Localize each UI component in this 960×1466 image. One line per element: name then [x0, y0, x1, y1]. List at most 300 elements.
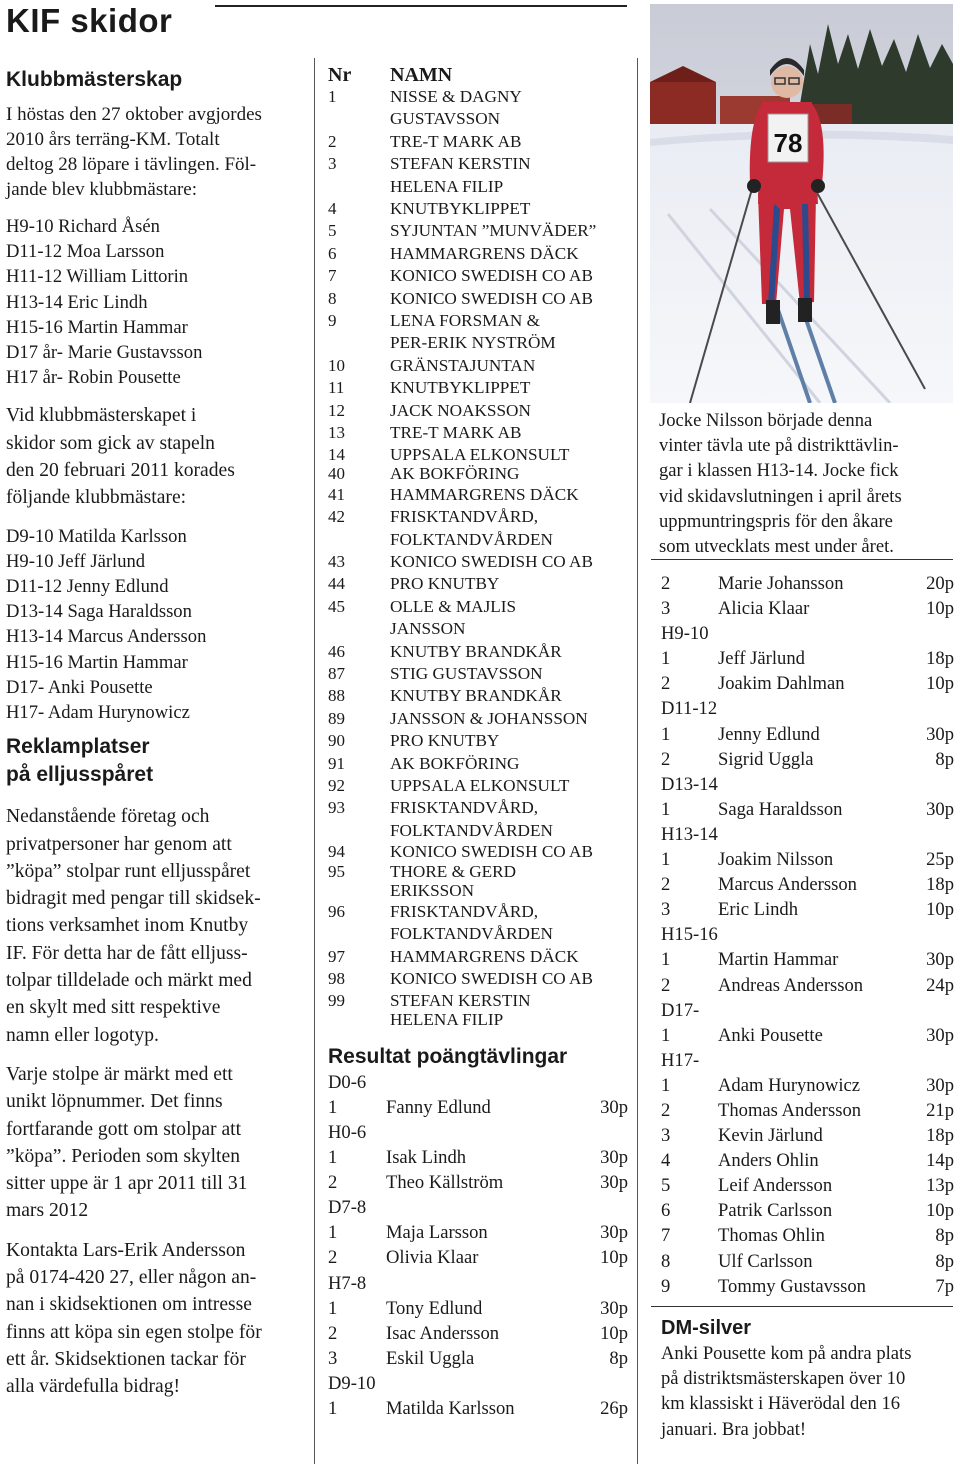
- result-name: Maja Larsson: [386, 1222, 488, 1244]
- terrang-winner-line: H13-14 Eric Lindh: [6, 291, 148, 313]
- pole-sponsor-line: GUSTAVSSON: [390, 109, 501, 129]
- pole-sponsor: [390, 862, 628, 901]
- pole-sponsor: [390, 355, 628, 377]
- pole-sponsor: [390, 198, 628, 220]
- pole-sponsor: [390, 968, 628, 990]
- pole-number: 42: [328, 507, 345, 527]
- pole-row: [328, 445, 628, 465]
- result-place: 2: [328, 1247, 338, 1269]
- result-points: 30p: [926, 723, 954, 745]
- result-place: 1: [328, 1398, 338, 1419]
- pole-row: [328, 310, 628, 355]
- result-points: 30p: [600, 1222, 628, 1244]
- pole-row: [328, 663, 628, 685]
- pole-row: [328, 573, 628, 595]
- result-row: [661, 571, 954, 596]
- result-points: 10p: [926, 1200, 954, 1222]
- result-class: H17-: [661, 1049, 700, 1071]
- terrang-winner-line: D17 år- Marie Gustavsson: [6, 342, 203, 364]
- result-place: 2: [661, 748, 671, 770]
- pole-number: 12: [328, 400, 345, 420]
- result-place: 3: [328, 1347, 338, 1369]
- caption-line: vinter tävla ute på distrikttävlin-: [659, 435, 899, 457]
- pole-number: 96: [328, 901, 345, 921]
- pole-sponsor-line: HAMMARGRENS DÄCK: [390, 484, 579, 504]
- result-place: 2: [661, 874, 671, 896]
- result-row: [661, 973, 954, 998]
- intro-line: deltog 28 löpare i tävlingen. Föl-: [6, 154, 257, 175]
- ski-winner-line: H9-10 Jeff Järlund: [6, 550, 146, 572]
- result-points: 8p: [935, 1250, 954, 1272]
- pole-sponsor-line: FOLKTANDVÅRDEN: [390, 820, 553, 840]
- terrang-winner-line: H11-12 William Littorin: [6, 266, 189, 288]
- pole-number: 2: [328, 131, 337, 151]
- result-row: [661, 797, 954, 822]
- left-column: [6, 66, 304, 1400]
- result-points: 10p: [600, 1322, 628, 1344]
- pole-row: [328, 198, 628, 220]
- ski-winner-line: D11-12 Jenny Edlund: [6, 576, 169, 598]
- result-class: D9-10: [328, 1372, 376, 1394]
- reklam-p3-line: alla värdefulla bidrag!: [6, 1376, 181, 1398]
- result-name: Isak Lindh: [386, 1147, 467, 1169]
- pole-sponsor-line: STEFAN KERSTIN: [390, 154, 531, 174]
- pole-number: 3: [328, 154, 337, 174]
- reklam-p1-line: IF. För detta har de fått elljuss-: [6, 942, 248, 964]
- result-place: 2: [661, 573, 671, 594]
- pole-row: [328, 86, 628, 131]
- reklam-p3-line: finns att köpa sin egen stolpe för: [6, 1321, 262, 1343]
- pole-row: [328, 596, 628, 641]
- reklam-p2-line: unikt löpnummer. Det finns: [6, 1091, 223, 1113]
- pole-row: [328, 131, 628, 153]
- result-class: D7-8: [328, 1197, 367, 1219]
- pole-sponsor-line: AK BOKFÖRING: [390, 753, 520, 773]
- result-class: H15-16: [661, 924, 718, 946]
- result-name: Fanny Edlund: [386, 1096, 491, 1118]
- result-class: H0-6: [328, 1121, 367, 1143]
- result-name: Saga Haraldsson: [718, 798, 843, 820]
- result-points: 18p: [926, 1125, 954, 1147]
- pole-sponsor-line: KNUTBY BRANDKÅR: [390, 641, 562, 661]
- pole-number: 94: [328, 842, 345, 862]
- result-row: [661, 1274, 954, 1299]
- pole-row: [328, 901, 628, 946]
- pole-sponsor: [390, 464, 628, 484]
- result-points: 18p: [926, 648, 954, 670]
- result-points: 26p: [600, 1398, 628, 1419]
- pole-sponsor-line: PER-ERIK NYSTRÖM: [390, 333, 556, 353]
- result-place: 3: [661, 1125, 671, 1147]
- result-row: [661, 947, 954, 972]
- pole-sponsor: [390, 663, 628, 685]
- result-points: 13p: [926, 1175, 954, 1197]
- pole-number: 87: [328, 663, 345, 683]
- result-name: Adam Hurynowicz: [718, 1074, 860, 1096]
- result-row: [661, 646, 954, 671]
- pole-sponsor-line: FRISKTANDVÅRD,: [390, 901, 539, 921]
- result-place: 1: [661, 798, 671, 820]
- column-divider-right: [637, 58, 638, 1464]
- pole-sponsor: [390, 288, 628, 310]
- pole-sponsor-line: KONICO SWEDISH CO AB: [390, 266, 593, 286]
- pole-row: [328, 730, 628, 752]
- dm-section: [661, 1302, 953, 1442]
- caption-line: Jocke Nilsson började denna: [659, 410, 873, 431]
- pole-number: 46: [328, 641, 345, 661]
- pole-sponsor-line: SYJUNTAN ”MUNVÄDER”: [390, 221, 597, 241]
- result-place: 1: [661, 949, 671, 971]
- result-place: 1: [661, 849, 671, 871]
- result-name: Joakim Dahlman: [718, 673, 845, 695]
- intro-line: jande blev klubbmästare:: [6, 179, 197, 200]
- pole-row: [328, 400, 628, 422]
- dm-line: på distriktsmästerskapen över 10: [661, 1368, 906, 1390]
- result-place: 2: [661, 673, 671, 695]
- result-place: 2: [328, 1322, 338, 1344]
- result-name: Jeff Järlund: [718, 648, 805, 670]
- reklam-p2-line: ”köpa”. Perioden som skylten: [6, 1145, 240, 1167]
- pole-row: [328, 708, 628, 730]
- result-row: [661, 671, 954, 696]
- dm-line: km klassiskt i Häverödal den 16: [661, 1393, 901, 1415]
- pole-row: [328, 797, 628, 842]
- pole-number: 4: [328, 199, 337, 219]
- reklam-p2-line: fortfarande gott om stolpar att: [6, 1118, 242, 1140]
- result-place: 2: [328, 1172, 338, 1194]
- pole-sponsor-line: HELENA FILIP: [390, 1010, 504, 1030]
- pole-sponsor-line: AK BOKFÖRING: [390, 464, 520, 484]
- pole-sponsor-line: THORE & GERD: [390, 861, 517, 881]
- result-place: 1: [661, 723, 671, 745]
- pole-sponsor-line: PRO KNUTBY: [390, 731, 500, 751]
- klubb-heading: Klubbmästerskap: [6, 68, 183, 91]
- result-name: Marie Johansson: [718, 573, 844, 594]
- result-class: H13-14: [661, 823, 718, 845]
- skier-photo-image: [650, 4, 953, 403]
- pole-sponsor-line: JANSSON & JOHANSSON: [390, 708, 588, 728]
- result-place: 9: [661, 1275, 671, 1297]
- skier-photo: [650, 4, 953, 403]
- reklam-p2-line: mars 2012: [6, 1200, 89, 1222]
- result-class: H9-10: [661, 623, 709, 645]
- result-points: 30p: [600, 1172, 628, 1194]
- pole-number: 5: [328, 221, 337, 241]
- result-points: 30p: [926, 949, 954, 971]
- pole-sponsor-line: PRO KNUTBY: [390, 574, 500, 594]
- reklam-p2-line: sitter uppe är 1 apr 2011 till 31: [6, 1173, 248, 1195]
- reklam-p1-line: ”köpa” stolpar runt elljusspåret: [6, 860, 251, 882]
- result-place: 6: [661, 1200, 671, 1222]
- middle-column: [328, 64, 628, 1421]
- ski-winner-line: H17- Adam Hurynowicz: [6, 702, 190, 724]
- pole-sponsor: [390, 400, 628, 422]
- result-points: 21p: [926, 1099, 954, 1121]
- pole-sponsor-line: JANSSON: [390, 619, 466, 639]
- pole-row: [328, 153, 628, 198]
- result-place: 1: [661, 1024, 671, 1046]
- pole-sponsor: [390, 991, 628, 1030]
- caption-line: uppmuntringspris för den åkare: [659, 510, 893, 532]
- result-place: 5: [661, 1175, 671, 1197]
- terrang-winner-line: H9-10 Richard Åsén: [6, 216, 160, 237]
- result-row: [328, 1145, 628, 1170]
- pole-sponsor: [390, 377, 628, 399]
- result-points: 30p: [600, 1147, 628, 1169]
- ski-intro-line: den 20 februari 2011 korades: [6, 460, 235, 482]
- ski-winner-line: D17- Anki Pousette: [6, 676, 153, 698]
- pole-sponsor-line: NISSE & DAGNY: [390, 87, 522, 106]
- pole-row: [328, 506, 628, 551]
- result-name: Anki Pousette: [718, 1024, 823, 1046]
- ski-winner-line: H15-16 Martin Hammar: [6, 651, 188, 673]
- pole-sponsor: [390, 484, 628, 506]
- result-points: 8p: [609, 1347, 628, 1369]
- result-place: 1: [661, 1074, 671, 1096]
- pole-row: [328, 968, 628, 990]
- pole-number: 91: [328, 753, 345, 773]
- pole-sponsor: [390, 220, 628, 242]
- result-name: Leif Andersson: [718, 1175, 833, 1197]
- result-row: [661, 1198, 954, 1223]
- result-points: 30p: [926, 1024, 954, 1046]
- reklam-heading-line-1: Reklamplatser: [6, 735, 150, 759]
- pole-sponsor-line: KONICO SWEDISH CO AB: [390, 969, 593, 989]
- page-title: KIF skidor: [6, 2, 173, 39]
- intro-line: I höstas den 27 oktober avgjordes: [6, 104, 262, 125]
- pole-row: [328, 991, 628, 1030]
- result-place: 8: [661, 1250, 671, 1272]
- result-points: 7p: [935, 1275, 954, 1297]
- pole-sponsor: [390, 153, 628, 198]
- caption-line: som utvecklats mest under året.: [659, 536, 894, 558]
- result-name: Matilda Karlsson: [386, 1398, 515, 1419]
- result-name: Thomas Ohlin: [718, 1225, 825, 1247]
- result-row: [328, 1170, 628, 1195]
- pole-sponsor: [390, 775, 628, 797]
- result-row: [661, 1223, 954, 1248]
- result-place: 2: [661, 1099, 671, 1121]
- poles-table-header: [328, 64, 628, 86]
- result-name: Anders Ohlin: [718, 1150, 819, 1172]
- result-class: D13-14: [661, 773, 718, 795]
- result-row: [328, 1245, 628, 1270]
- pole-sponsor-line: JACK NOAKSSON: [390, 400, 531, 420]
- pole-number: 6: [328, 243, 337, 263]
- result-points: 24p: [926, 974, 954, 996]
- reklam-p1-line: tions verksamhet inom Knutby: [6, 915, 249, 937]
- reklam-paragraph-3: [6, 1237, 304, 1401]
- pole-sponsor: [390, 506, 628, 551]
- result-row: [661, 1249, 954, 1274]
- pole-sponsor: [390, 797, 628, 842]
- result-points: 10p: [926, 598, 954, 620]
- results-heading: Resultat poängtävlingar: [328, 1044, 568, 1068]
- result-row: [328, 1296, 628, 1321]
- bib-number: 78: [773, 128, 803, 158]
- pole-number: 8: [328, 288, 337, 308]
- result-name: Thomas Andersson: [718, 1099, 862, 1121]
- pole-row: [328, 464, 628, 484]
- result-place: 1: [661, 648, 671, 670]
- ski-winner-line: D13-14 Saga Haraldsson: [6, 601, 192, 623]
- result-name: Jenny Edlund: [718, 723, 820, 745]
- result-row: [661, 1073, 954, 1098]
- result-place: 1: [328, 1147, 338, 1169]
- result-name: Ulf Carlsson: [718, 1250, 813, 1272]
- result-name: Joakim Nilsson: [718, 849, 834, 871]
- pole-row: [328, 685, 628, 707]
- title-rule: [215, 5, 627, 7]
- result-row: [328, 1321, 628, 1346]
- pole-number: 45: [328, 596, 345, 616]
- reklam-p1-line: bidragit med pengar till skidsek-: [6, 888, 261, 910]
- result-place: 4: [661, 1150, 671, 1172]
- result-name: Tommy Gustavsson: [718, 1275, 866, 1297]
- pole-sponsor-line: FOLKTANDVÅRDEN: [390, 529, 553, 549]
- result-place: 3: [661, 899, 671, 921]
- result-points: 30p: [926, 1074, 954, 1096]
- result-row: [661, 1173, 954, 1198]
- reklam-paragraph-2: [6, 1061, 304, 1225]
- result-row: [661, 847, 954, 872]
- result-name: Kevin Järlund: [718, 1125, 823, 1147]
- result-name: Tony Edlund: [386, 1297, 483, 1319]
- pole-sponsor: [390, 708, 628, 730]
- pole-row: [328, 377, 628, 399]
- pole-sponsor-line: UPPSALA ELKONSULT: [390, 444, 570, 464]
- dm-line: januari. Bra jobbat!: [661, 1418, 807, 1440]
- pole-row: [328, 946, 628, 968]
- pole-row: [328, 355, 628, 377]
- result-name: Marcus Andersson: [718, 874, 857, 896]
- dm-line: Anki Pousette kom på andra plats: [661, 1343, 912, 1364]
- result-place: 1: [328, 1297, 338, 1319]
- ski-winner-line: D9-10 Matilda Karlsson: [6, 525, 187, 547]
- pole-sponsor: [390, 685, 628, 707]
- pole-row: [328, 753, 628, 775]
- pole-number: 43: [328, 551, 345, 571]
- pole-sponsor-line: KONICO SWEDISH CO AB: [390, 288, 593, 308]
- pole-sponsor-line: OLLE & MAJLIS: [390, 596, 517, 616]
- pole-sponsor-line: KONICO SWEDISH CO AB: [390, 842, 593, 862]
- result-place: 1: [328, 1096, 338, 1118]
- result-row: [661, 1023, 954, 1048]
- result-points: 20p: [926, 573, 954, 594]
- pole-number: 41: [328, 484, 345, 504]
- result-class: D11-12: [661, 698, 718, 720]
- result-name: Andreas Andersson: [718, 974, 864, 996]
- reklam-p3-line: Kontakta Lars-Erik Andersson: [6, 1239, 246, 1261]
- ski-intro-line: följande klubbmästare:: [6, 487, 187, 509]
- pole-row: [328, 641, 628, 663]
- dm-paragraph: [661, 1341, 953, 1442]
- result-points: 18p: [926, 874, 954, 896]
- pole-sponsor: [390, 265, 628, 287]
- pole-number: 44: [328, 574, 345, 594]
- reklam-paragraph-1: [6, 803, 304, 1049]
- pole-row: [328, 243, 628, 265]
- pole-sponsor: [390, 551, 628, 573]
- pole-sponsor: [390, 310, 628, 355]
- result-points: 30p: [600, 1297, 628, 1319]
- pole-sponsor: [390, 753, 628, 775]
- pole-sponsor-line: HAMMARGRENS DÄCK: [390, 243, 579, 263]
- pole-sponsor: [390, 730, 628, 752]
- pole-number: 89: [328, 708, 345, 728]
- pole-sponsor-line: UPPSALA ELKONSULT: [390, 775, 570, 795]
- result-points: 8p: [935, 748, 954, 770]
- pole-sponsor: [390, 641, 628, 663]
- result-class: D17-: [661, 999, 700, 1021]
- result-name: Martin Hammar: [718, 949, 839, 971]
- result-row: [661, 722, 954, 747]
- pole-number: 14: [328, 444, 345, 464]
- pole-sponsor-line: FRISKTANDVÅRD,: [390, 798, 539, 818]
- reklam-p3-line: nan i skidsektionen om intresse: [6, 1294, 252, 1316]
- pole-sponsor-line: FRISKTANDVÅRD,: [390, 507, 539, 527]
- pole-number: 1: [328, 87, 337, 106]
- pole-sponsor-line: KNUTBY BRANDKÅR: [390, 686, 562, 706]
- pole-sponsor-line: KNUTBYKLIPPET: [390, 199, 531, 219]
- pole-row: [328, 265, 628, 287]
- result-place: 3: [661, 598, 671, 620]
- reklam-p3-line: ett år. Skidsektionen tackar för: [6, 1348, 246, 1370]
- result-name: Isac Andersson: [386, 1322, 500, 1344]
- pole-row: [328, 551, 628, 573]
- result-name: Olivia Klaar: [386, 1247, 479, 1269]
- pole-sponsor-line: HAMMARGRENS DÄCK: [390, 946, 579, 966]
- reklam-p1-line: en skylt med sitt respektive: [6, 997, 221, 1019]
- result-row: [661, 747, 954, 772]
- dm-heading: DM-silver: [661, 1317, 752, 1339]
- result-place: 7: [661, 1225, 671, 1247]
- terrang-winner-line: D11-12 Moa Larsson: [6, 241, 165, 263]
- pole-number: 9: [328, 311, 337, 331]
- pole-sponsor: [390, 86, 628, 131]
- pole-sponsor: [390, 901, 628, 946]
- pole-number: 92: [328, 775, 345, 795]
- pole-row: [328, 484, 628, 506]
- pole-row: [328, 220, 628, 242]
- pole-sponsor-line: LENA FORSMAN &: [390, 311, 540, 331]
- caption-line: gar i klassen H13-14. Jocke fick: [659, 460, 899, 482]
- result-row: [328, 1095, 628, 1120]
- result-row: [661, 1098, 954, 1123]
- pole-number: 13: [328, 423, 345, 443]
- photo-caption: [659, 408, 951, 559]
- pole-number: 10: [328, 355, 345, 375]
- pole-sponsor: [390, 243, 628, 265]
- pole-sponsor-line: STEFAN KERSTIN: [390, 990, 531, 1010]
- pole-sponsor-line: ERIKSSON: [390, 881, 475, 901]
- pole-sponsor: [390, 596, 628, 641]
- result-points: 8p: [935, 1225, 954, 1247]
- pole-sponsor-line: TRE-T MARK AB: [390, 131, 522, 151]
- pole-sponsor: [390, 946, 628, 968]
- ski-intro-line: Vid klubbmästerskapet i: [6, 405, 197, 427]
- pole-sponsor: [390, 422, 628, 444]
- pole-sponsor-line: KONICO SWEDISH CO AB: [390, 551, 593, 571]
- result-row: [328, 1346, 628, 1371]
- terrang-winners-list: [6, 214, 304, 390]
- caption-line: vid skidavslutningen i april årets: [659, 485, 902, 507]
- result-points: 25p: [926, 849, 954, 871]
- pole-number: 40: [328, 464, 345, 484]
- column-divider-left: [314, 58, 315, 1464]
- result-row: [328, 1396, 628, 1421]
- result-row: [661, 1148, 954, 1173]
